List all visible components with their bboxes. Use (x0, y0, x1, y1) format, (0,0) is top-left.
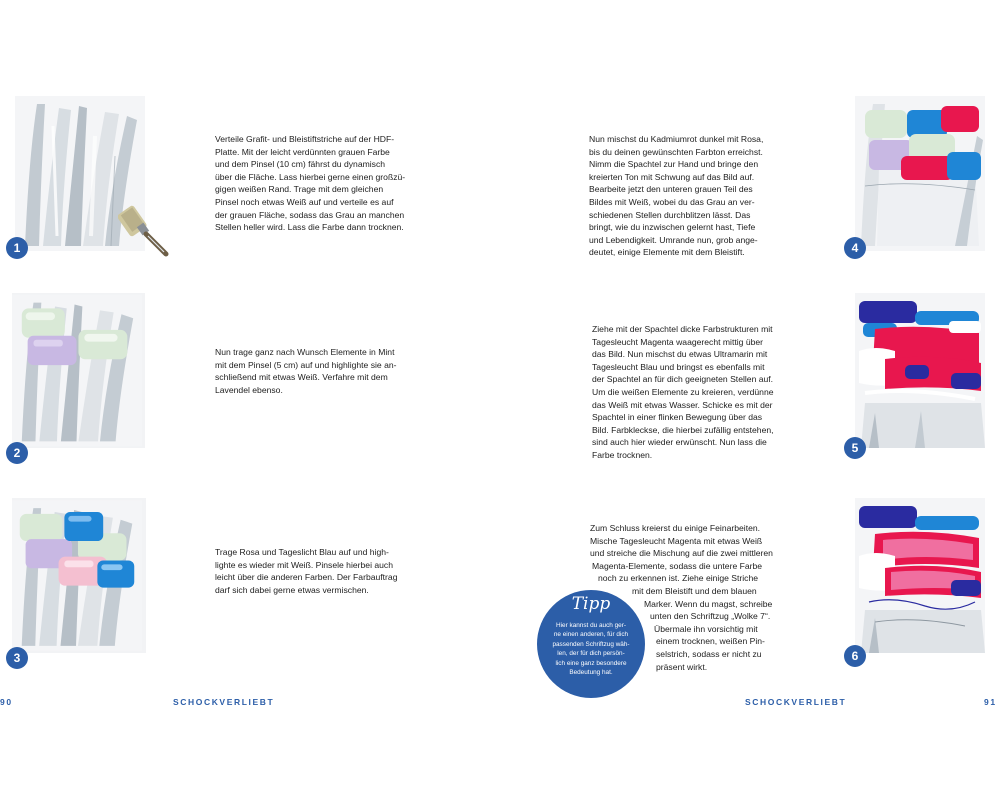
step-number-3: 3 (6, 647, 28, 669)
step-6-text-line: Zum Schluss kreierst du einige Feinarbeiten. (590, 523, 761, 533)
page-number-right: 91 (984, 697, 997, 707)
step-2-artwork (12, 293, 145, 448)
tip-title: Tipp (571, 594, 611, 614)
step-5-text: Ziehe mit der Spachtel dicke Farbstrukturen mit Tagesleucht Magenta waagerecht mittig über das Bild. Nun mischst du etwas Ultramarin mit Tagesleucht Blau und bringst es ebenfalls mit der Spachtel an für dich geeigneten Stellen auf. Um die weißen Elemente zu kreieren, verdünne das Weiß mit etwas Wasser. Schicke es mit der Spachtel in einer flinken Bewegung über das Bild. Farbkleckse, die hierbei zufällig entstehen, sind auch hier wieder erwünscht. Nun lass die Farbe trocknen. (592, 324, 774, 460)
step-6-text-line: präsent wirkt. (656, 661, 708, 672)
step-number-6: 6 (844, 645, 866, 667)
step-6-text-line: Mische Tagesleucht Magenta mit etwas Weiß (590, 535, 763, 546)
step-4-artwork (855, 96, 985, 251)
step-6-text-line: noch zu erkennen ist. Ziehe einige Striche (598, 573, 759, 584)
tip-badge (537, 590, 645, 698)
step-number-2: 2 (6, 442, 28, 464)
step-5-artwork (855, 293, 985, 448)
page-number-left: 90 (0, 697, 13, 707)
step-6-artwork (855, 498, 985, 653)
step-number-4: 4 (844, 237, 866, 259)
step-6-text-line: Marker. Wenn du magst, schreibe (644, 598, 773, 609)
step-3-artwork (12, 498, 146, 653)
step-3-text: Trage Rosa und Tageslicht Blau auf und high- lighte es wieder mit Weiß. Pinsele hierbei auch leicht über die anderen Farben. Der Farbauftrag darf sich dabei gerne etwas vermischen. (215, 547, 398, 595)
step-6-text-line: Übermale ihn vorsichtig mit (654, 623, 758, 634)
running-title-right: SCHOCKVERLIEBT (745, 697, 847, 707)
brush-icon (118, 200, 170, 258)
tip-text: Hier kannst du auch ger- ne einen anderen, für dich passenden Schriftzug wäh- len, der für dich persön- lich eine ganz besondere Bedeutung hat. (552, 622, 630, 677)
step-6-text-line: unten den Schriftzug „Wolke 7“. (650, 611, 771, 622)
step-6-text-line: einem trocknen, weißen Pin- (656, 636, 765, 647)
step-number-5: 5 (844, 437, 866, 459)
step-1-text: Verteile Grafit- und Bleistiftstriche auf der HDF- Platte. Mit der leicht verdünnten grauen Farbe und dem Pinsel (10 cm) fährst du dynamisch über die Fläche. Lass hierbei gerne einen großzü- gigen weißen Rand. Trage mit dem gleichen Pinsel noch etwas Weiß auf und verteile es auf der grauen Fläche, sodass das Grau an manchen Stellen heller wird. Lass die Farbe dann trocknen. (215, 134, 406, 233)
step-number-1: 1 (6, 237, 28, 259)
step-6-text-line: Magenta-Elemente, sodass die untere Farbe (592, 560, 763, 571)
step-6-text-line: und streiche die Mischung auf die zwei mittleren (590, 548, 773, 559)
step-4-text: Nun mischst du Kadmiumrot dunkel mit Rosa, bis du deinen gewünschten Farbton erreichst. Nimm die Spachtel zur Hand und bringe den kreierten Ton mit Schwung auf das Bild auf. Bearbeite jetzt den unteren grauen Teil des Bildes mit Weiß, wobei du das Grau an ver- schiedenen Stellen durchblitzen lässt. Das bringt, wie du inzwischen gelernt hast, Tiefe und Lebendigkeit. Umrande nun, grob ange- deutet, einige Elemente mit dem Bleistift. (589, 134, 764, 258)
step-6-text-line: mit dem Bleistift und dem blauen (632, 585, 757, 596)
step-2-text: Nun trage ganz nach Wunsch Elemente in Mint mit dem Pinsel (5 cm) auf und highlighte sie an- schließend mit etwas Weiß. Verfahre mit dem Lavendel ebenso. (215, 347, 397, 395)
step-6-text-line: selstrich, sodass er nicht zu (656, 648, 762, 659)
running-title-left: SCHOCKVERLIEBT (173, 697, 275, 707)
